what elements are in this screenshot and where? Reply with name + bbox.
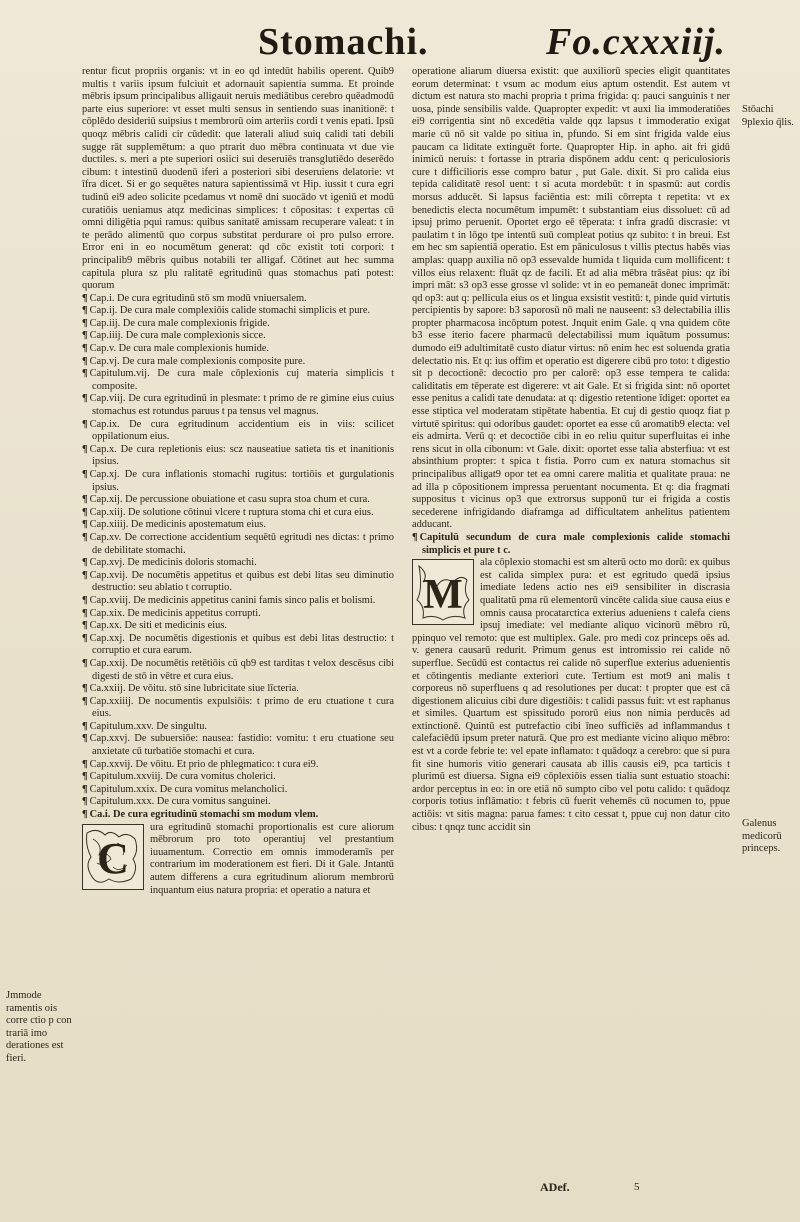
chapter-entry-text: Cap.vj. De cura male complexionis composite pure. [89,355,306,367]
chapter-entry-text: Cap.xxiiij. De nocumentis expulsiōis: t primo de eru ctuatione t cura eius. [89,695,394,720]
chapter-entry [82,444,394,469]
chapter-entry-text: Cap.xiiij. De medicinis apostematum eius. [89,519,266,531]
chapter-entry-text: Cap.viij. De cura egritudinū in plesmate: t primo de re gimine eius cuius stomachus est rotundus paruus t pa tensus vel magnus. [89,393,394,418]
chapter-entry [82,733,394,758]
pilcrow-icon: ¶ [82,796,88,808]
chapter-entry [82,519,394,532]
chapter-entry [82,771,394,784]
running-header [0,18,800,62]
chapter-entry [82,469,394,494]
pilcrow-icon: ¶ [82,594,88,606]
ornament-m-icon [413,560,473,624]
chapter-entry [82,683,394,696]
running-title: Stomachi. [258,21,429,63]
chapter-two-section [412,557,730,834]
chapter-entry [82,784,394,797]
chapter-entry-text: Cap.ix. De cura egritudinum accidentium eis in viis: scilicet oppilationum eius. [89,418,394,443]
svg-text:C: C [97,833,129,883]
margin-note-galen: Galenus medicorū princeps. [742,818,782,855]
chapter-entry-text: Capitulum.vij. De cura male cōplexionis cuj materia simplicis t composite. [89,368,394,392]
chapter-entry [82,293,394,306]
chapter-entry [82,305,394,318]
pilcrow-icon: ¶ [82,569,88,581]
pilcrow-icon: ¶ [82,519,88,531]
pilcrow-icon: ¶ [82,343,88,355]
pilcrow-icon: ¶ [82,758,88,770]
chapter-entry [82,608,394,621]
pilcrow-icon: ¶ [82,469,88,480]
chapter-entry [82,809,394,822]
chapter-entry-text: Capitulum.xxix. De cura vomitus melancholici. [89,783,288,795]
pilcrow-icon: ¶ [82,292,88,304]
chapter-entry-text: Cap.iij. De cura male complexionis frigide. [89,317,270,329]
margin-note-stomach-complexion: Stōachi 9plexio q̄lis. [742,104,794,128]
chapter-entry [82,356,394,369]
chapter-entry-text: Cap.xviij. De medicinis appetitus canini famis sinco palis et bolismi. [89,594,376,606]
chapter-entry [82,696,394,721]
chapter-entry-text: Cap.xix. De medicinis appetitus corrupti. [89,607,261,619]
margin-note-correction: Jmmode ramentis ois corre ctio p con trariā imo derationes est fieri. [6,990,72,1064]
pilcrow-icon: ¶ [82,506,88,518]
pilcrow-icon: ¶ [82,557,88,569]
pilcrow-icon: ¶ [82,305,88,317]
closing-paragraph: ura egritudinū stomachi proportionalis est cure aliorum mēbrorum pro toto operantiuj vel prestantium iuuamentum. Correctio em omnis immoderamīs per contrarium im moderationem est fieri. Di it Gale. Jntantū autem differens a cura egritudinum aliorum membrorū inquantum eius natura propria: et operatio a natura et [150,821,394,896]
pilcrow-icon: ¶ [82,607,88,619]
chapter-entry-text: Cap.xvij. De nocumētis appetitus et quibus est debi litas seu diminutio destructio: seu ablatio t corruptio. [89,569,394,594]
chapter-entry-text: Ca.i. De cura egritudinū stomachi sm modum vlem. [89,809,319,821]
right-paragraph-a: operatione aliarum diuersa existit: que auxiliorū species eligit quantitates eorum determinat: t vsum ac modum eius aptum ostendit. Est autem vt dictum est natura sto machi propria t prima frigida: q: pauci sanguinis t ner uosa, pinde sensibilis valde. Quapropter expedit: vt auxi lia immoderatiōes ei9 corrigentia sint nō excedētia valde qqz lapsus t immoderatio exigat marie cū nō sit valde po sitiua in, pfundo. Si em sint frigida valde eius paucam ca liditate extinguēt forte. Quapropter Hip. in apho. ait fri gidū inimicū neruis: t fortasse in ptraria dispōnem addu cent: q periculosioris cure t difficilioris esse compro batur , put Gale. dixit. Si pro calida eius tepida caliditatē resol uent: t si acuta mordebūt: t in spasmū: aut cordis morsus adducēt. Si lapsus faciēntia est: mili cōrrepta t repetita: vt ex benedictis electa nocumētum impumēt: t substantiam eius dissoluet: cū ad ipsuj primo peruenit. Oportet ergo eē tēperata: t infra gradū discrasie: vt paulatim t in lōgo tpe intentū suū compleat potius qz subito: t in breui. Est em hec sm sapientiā operatio. Est em pāniculosus t villis ptectus habēs vias amplas: quapp auxilia nō op3 essevalde humida t liquida cum mollificent: t villos eius relaxent: fluāt qz de facili. Et ad alia mēbra trāsēat pius: qz ibi impri māt: s3 op3 esse grosse vl solide: vt in eo pemaneāt donec imprimāt: qd op3: aut q: pellicula eius os et lingua exsistit vestitū: t, pinde quid virtutis percipientis by sapore: b3 saporosū nō mali ne nauseent: s3 delectabilia illis propter pharmacosa incōptum potest. Jnquit enim Gale. q vna quidem cōte b3 esse iterio facere pharmacū delectabilissi mum iquātum possumus: dumodo ei9 adultimitatē custo diatur virtus: nō enim hec est soluenda gratia delectatio nis. Et q: ius offim et operatio est digerere cibū pro toto: t digestio sit p decoctionē: decoctio pro per calorē: op3 esse tempera te calida: caliditatis em tēperate est digerere: vt ait Gale. Et si frigida sint: nō oportet esse penitus a calidi tate denudata: at q: digestio retentione īdiget: oportet ea esse stiptica vel moderatam stipētate habentia. Et cuj di gestio quoqz fiat p virtutē spiritus: qui odoribus gaudet: oportet ea esse cū aromatib9 electa: vel eis admirta. Verū q: et decoctiōe cibi in eo reliu quitur superfluitas ei inhe rens sicut in olla cibonum: vt Gale. dixit: oportet esse talia absterfiua: vt est absinthium propter: t spica t fistia. Porro cum ex natura stomachus sit principalibus alligat9 opor tet ea omni carere malitia et qualitate praua: ne ad illa p cōpositionem impressa peruentant nocumenta. Et q: dia fragmati suppositus t vicinus op3 que extrorsus supponū tur ei frigida a costis secederene infrigidando diaframga ad difficultatem anhelitus patientem adducant. [412,66,730,531]
chapter-entry [82,330,394,343]
pilcrow-icon: ¶ [82,330,88,342]
catchword: ADef. [540,1180,570,1194]
chapter-list [82,293,394,822]
ornament-c-icon [83,825,143,889]
pilcrow-icon: ¶ [82,368,88,380]
pilcrow-icon: ¶ [82,393,88,405]
chapter-entry-text: Cap.i. De cura egritudinū stō sm modū vniuersalem. [89,292,307,304]
chapter-entry [82,494,394,507]
pilcrow-icon: ¶ [82,443,88,455]
chapter-entry-text: Cap.xxij. De nocumētis retētiōis cū qb9 est tarditas t velox descēsus cibi digesti de stō in vētre et cura eius. [89,657,394,682]
pilcrow-icon: ¶ [82,683,88,695]
pilcrow-icon: ¶ [82,733,88,745]
pilcrow-icon: ¶ [82,317,88,329]
chapter-entry [82,507,394,520]
chapter-entry-text: Cap.xv. De correctione accidentium sequētū egritudi nes dictas: t primo de debilitate stomachi. [89,531,394,556]
pilcrow-icon: ¶ [82,695,88,707]
chapter-entry-text: Cap.v. De cura male complexionis humide. [89,343,270,355]
signature-mark: 5 [634,1181,640,1193]
chapter-entry-text: Ca.xxiij. De vōitu. stō sine lubricitate siue līcteria. [89,683,299,695]
pilcrow-icon: ¶ [82,494,88,506]
pilcrow-icon: ¶ [82,657,88,669]
right-paragraph-b: ala cōplexio stomachi est sm alterū octo mo dorū: ex quibus est calida simplex pura: et est egritudo quedā ipsius imediate ledens actio nes ei9 sensibiliter in discrasia qualitatū pma rū elementorū vincēte calida siue causa eius e omnis causa procatarctica exterius adueniens t calefa ciens ipsuj imediate: vel mediante aliquo vicinorū mēbro rū, ppinquo vel remoto: que est multiplex. Gale. pro medi coz princeps oēs ad. v. genera causarū redurit. Primum genus est intromissio rei calide nō superflue. Secūdū est contactus rei calide nō superflue exterius aduenientis et cōtingentis mediante exteriori cute. Tertium est mot9 ani malis t corporeus nō superfluens q ad resolutiones per ducat: t propter que est cā digestionem alicuius cibi dure digestiōis: t calidi passus fuit: vt est raphanus et similes. Quartum est spissitudo pororū eius non nimia perducēs ad extinctionē. Quintū est putrefactio cibi īneo sufficiēs ad inflammandus t calefaciēdū ipsum preter naturā. Que pro est mediante vicino aliquo mēbro: est vt a corde febrie te: vel epate inflamato: t quādoqz a cerebro: que si pura fit sine humoris vitio generari causata ab illis causis ei9, pca tarticis t plurimū est diuersa. Signa ei9 cōplexiōis essen tialia sunt estuatio stoachi: ardor perceptus in eo: in ore etiā nō sumpto cibo vel potu calido: t quādoqz corporis totius inflāmatio: t febris cū fuerit vehemēs cū nocumen to, ppue actiōis: vt sitis magna: parua fames: t cito cessat t, ppue cuj non datur cito cibus: t qnqz tunc accidit sin [412,557,730,833]
chapter-entry-text: Capitulum.xxv. De singultu. [89,720,207,732]
chapter-entry-text: Cap.x. De cura repletionis eius: scz nauseatiue satieta tis et inanitionis ipsius. [89,443,394,468]
chapter-entry [82,796,394,809]
chapter-entry-text: Capitulum.xxx. De cura vomitus sanguinei. [89,796,271,808]
chapter-entry-text: Cap.xj. De cura inflationis stomachi rugitus: tortiōis et gurgulationis ipsius. [89,469,394,493]
chapter-entry-text: Cap.xxvj. De subuersiōe: nausea: fastidio: vomitu: t eru ctuatione seu anxietate cū turbatiōe stomachi et cura. [89,733,394,758]
closing-section [82,822,394,898]
chapter-entry [82,393,394,418]
left-text-column [82,66,394,897]
pilcrow-icon: ¶ [82,418,88,430]
chapter-entry-text: Cap.xx. De siti et medicinis eius. [89,620,227,632]
pilcrow-icon: ¶ [82,809,88,821]
pilcrow-icon: ¶ [412,531,418,543]
chapter-entry [82,633,394,658]
svg-text:M: M [423,572,463,619]
chapter-entry [82,343,394,356]
chapter-entry [82,419,394,444]
chapter-two-heading: ¶ Capitulū secundum de cura male complexionis calide stomachi simplicis et pure t c. [412,531,730,556]
chapter-entry [82,532,394,557]
pilcrow-icon: ¶ [82,771,88,783]
chapter-entry [82,318,394,331]
intro-paragraph: rentur ficut propriis organis: vt in eo qd intedūt habilis operent. Quib9 multis t variis ipsum fulciuit et adornauit sapientia summa. Et proinde mēbris ipsum principalibus alligauit neruis mediātibus cerebro quēadmodū parte eius superiore: vt esset multi sensus in sentiendo suas inanitionē: t cōplēdo desideriū suipsius t membrorū oim arteriis cordi t venis epati. Ipsū quoqz mēbris calidi cir cūdedit: que laterali aliud suiq calidi tati debili sugge rāt supplemētum: a quo ptrarit duo mēbra continuata vt due vie ductiles. s. meri a pte superiori osiici sui deseruiēs transglutiēdo deserēdo cibum: t intestinū duodenū iferi a posteriori sibi deseruiens delatorie: vt īfra dicet. Si er go sequētes natura sapientissimā vt Hip. iussit t cura egri tudinū ei9 adeo solicite pcedamus vt nomē dni suocādo vt igeniū et modū curatiōis ueniamus atqz medicinas simplices: t cōpositas: t expertas cū omni diligētia pqui ramus: quibus sanitatē amissam recuperare valeat: t in te perādo alimentū quo corpus substitat perdurare oi pro pulso errore. Error eni in eo nocumētum generat: qd cōc existit toti corpori: t principalib9 mēbris quibus notabili ter alligaf. Cōtinet aut hec summa capitula plura sz plu ralitatē egritudinū quas stomachus pati potest: quorum [82,66,394,292]
chapter-entry [82,620,394,633]
chapter-entry-text: Cap.xxj. De nocumētis digestionis et quibus est debi litas destructio: t corruptio et cura earum. [89,632,394,657]
chapter-entry [82,721,394,734]
folio-number: Fo.cxxxiij. [546,21,726,63]
pilcrow-icon: ¶ [82,783,88,795]
chapter-entry-text: Cap.xij. De percussione obuiatione et casu supra stoa chum et cura. [89,494,370,506]
chapter-entry-text: Capitulum.xxviij. De cura vomitus cholerici. [89,771,276,783]
pilcrow-icon: ¶ [82,531,88,543]
chapter-entry [82,368,394,393]
pilcrow-icon: ¶ [82,720,88,732]
right-text-column [412,66,730,834]
chapter-entry-text: Cap.ij. De cura male complexiōis calide stomachi simplicis et pure. [89,305,371,317]
chapter-entry [82,658,394,683]
chapter-entry [82,595,394,608]
pilcrow-icon: ¶ [82,355,88,367]
chapter-entry-text: Cap.xiij. De solutione cōtinui vlcere t ruptura stoma chi et cura eius. [89,506,374,518]
chapter-entry [82,570,394,595]
chapter-entry-text: Cap.iiij. De cura male complexionis sicce. [89,330,266,342]
decorated-initial-m [412,559,474,625]
pilcrow-icon: ¶ [82,620,88,632]
chapter-entry [82,759,394,772]
chapter-entry-text: Cap.xxvij. De vōitu. Et prio de phlegmatico: t cura ei9. [89,758,319,770]
decorated-initial-c [82,824,144,890]
chapter-entry-text: Cap.xvj. De medicinis doloris stomachi. [89,557,257,569]
pilcrow-icon: ¶ [82,632,88,644]
chapter-entry [82,557,394,570]
